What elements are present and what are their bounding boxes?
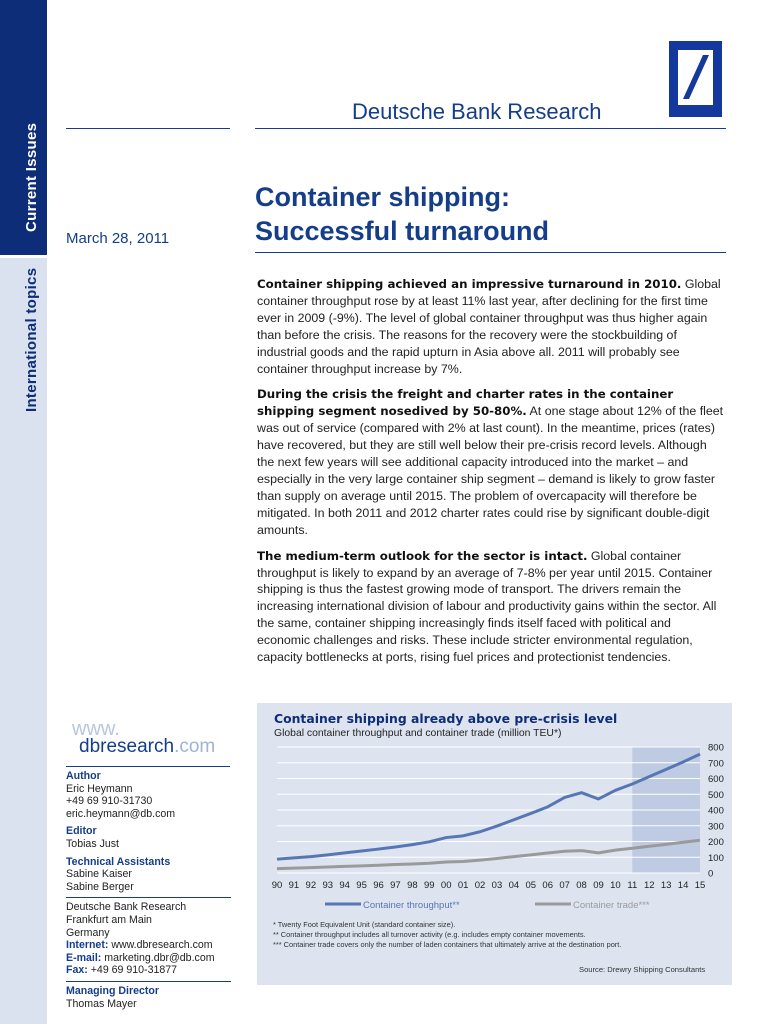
paragraph: The medium-term outlook for the sector is intact. Global container throughput is likely to expand by an average of 7-8% per year until 2015. Container shipping is thus the fastest growing mode of transport. The drivers remain the increasing international division of labour and productivity gains within the sector. All the same, container shipping increasingly finds itself faced with political and economic challenges and risks. These include stricter environmental regulation, capacity bottlenecks at ports, rising fuel prices and protectionist tendencies.: [257, 548, 717, 665]
y-tick-label: 800: [708, 742, 724, 754]
deutsche-bank-logo-icon: [669, 41, 722, 117]
legend-label: Container trade***: [573, 900, 650, 911]
y-tick-label: 0: [708, 868, 714, 880]
y-tick-label: 700: [708, 758, 724, 770]
title-line-1: Container shipping:: [255, 182, 510, 212]
header-rule-right: [255, 128, 726, 129]
x-tick-label: 11: [627, 880, 638, 891]
x-tick-label: 91: [288, 880, 300, 891]
series-label: Current Issues: [23, 122, 40, 232]
x-tick-label: 99: [423, 880, 435, 891]
y-tick-label: 200: [708, 837, 724, 848]
author-heading: Author: [66, 770, 101, 782]
paragraph: Container shipping achieved an impressive turnaround in 2010. Global container throughput rose by at least 11% last year, after declining for the first time ever in 2009 (-9%). The level of global container throughput was thus higher again than before the crisis. The reasons for the recovery were the stockbuilding of industrial goods and the rapid upturn in Asia above all. 2011 will probably see container throughput increase by 7%.: [257, 277, 721, 376]
title-rule: [255, 252, 726, 253]
fax-line: Fax: +49 69 910-31877: [66, 964, 178, 977]
chart-source: Source: Drewry Shipping Consultants: [579, 965, 706, 974]
x-tick-label: 14: [677, 880, 689, 891]
x-tick-label: 93: [322, 880, 334, 891]
contacts-panel: Author Eric Heymann +49 69 910-31730 eric.heymann@db.com Editor Tobias Just Technical Assistants Sabine Kaiser Sabine Berger Deutsche Bank Research Frankfurt am Main Germany Internet: www.dbresearch.com E-mail: marketing.dbr@db.com Fax: +49 69 910-31877 Managing Director Thomas Mayer: [66, 770, 231, 1010]
x-tick-label: 98: [407, 880, 418, 891]
x-tick-label: 95: [356, 880, 367, 891]
x-tick-label: 07: [559, 880, 570, 891]
x-tick-label: 96: [373, 880, 384, 891]
chart-footnotes: * Twenty Foot Equivalent Unit (standard container size). ** Container throughput includes all turnover activity (e.g. includes empty container movements. *** Container trade covers only the number of laden containers that ultimately arrive at the destination port.: [273, 920, 622, 949]
x-tick-label: 12: [643, 880, 655, 891]
contacts-rule: [66, 766, 230, 767]
x-tick-label: 10: [610, 880, 621, 891]
paragraph: During the crisis the freight and charter rates in the container shipping segment nosedived by 50-80%. At one stage about 12% of the fleet was out of service (compared with 2% at last count). In the meantime, prices (rates) have recovered, but they are still well below their pre-crisis record levels. Although the next few years will see additional capacity introduced into the market – and especially in the very large container ship segment – demand is likely to grow faster than supply on average until 2015. The problem of overcapacity will therefore be mitigated. In both 2011 and 2012 charter rates could rise by significant double-digit amounts.: [257, 387, 724, 537]
address-block: Deutsche Bank Research Frankfurt am Main Germany Internet: www.dbresearch.com E-mail: marketing.dbr@db.com Fax: +49 69 910-31877: [66, 897, 231, 977]
x-tick-label: 94: [339, 880, 350, 891]
x-tick-label: 02: [474, 880, 486, 891]
sidebar: [0, 0, 47, 1024]
y-tick-label: 400: [708, 805, 724, 817]
x-tick-label: 04: [508, 880, 520, 891]
y-tick-label: 600: [708, 774, 724, 785]
x-tick-label: 06: [542, 880, 554, 891]
x-tick-label: 01: [457, 880, 469, 891]
page-title: [255, 180, 549, 248]
y-tick-label: 100: [708, 852, 724, 864]
website-link[interactable]: www. dbresearch.com: [72, 718, 216, 757]
editor-heading: Editor: [66, 825, 97, 838]
title-line-2: Successful turnaround: [255, 216, 550, 246]
brand-name: Deutsche Bank Research: [352, 99, 602, 124]
x-tick-label: 08: [576, 880, 587, 891]
x-tick-label: 00: [440, 880, 452, 891]
x-tick-label: 90: [271, 880, 283, 891]
article-body: [257, 276, 727, 675]
x-tick-label: 09: [593, 880, 604, 891]
chart-panel: [257, 703, 732, 985]
header-rule-left: [66, 128, 230, 129]
email-line[interactable]: E-mail: marketing.dbr@db.com: [66, 951, 215, 964]
x-tick-label: 03: [491, 880, 503, 891]
chart-title: Container shipping already above pre-crisis level: [274, 711, 618, 726]
sidebar-divider: [0, 255, 47, 258]
x-tick-label: 97: [390, 880, 401, 891]
x-tick-label: 15: [694, 880, 706, 891]
legend-label: Container throughput**: [363, 900, 460, 911]
managing-director-block: Managing Director Thomas Mayer: [66, 981, 231, 1010]
publication-date: March 28, 2011: [66, 230, 170, 247]
author-email[interactable]: eric.heymann@db.com: [66, 807, 176, 820]
topic-label: International topics: [23, 267, 40, 412]
y-tick-label: 300: [708, 821, 724, 833]
y-tick-label: 500: [708, 789, 724, 801]
tech-heading: Technical Assistants: [66, 855, 171, 868]
x-tick-label: 92: [305, 880, 317, 891]
chart-subtitle: Global container throughput and container trade (million TEU*): [274, 728, 562, 739]
internet-line[interactable]: Internet: www.dbresearch.com: [66, 939, 213, 952]
x-tick-label: 05: [525, 880, 537, 891]
x-tick-label: 13: [660, 880, 672, 891]
